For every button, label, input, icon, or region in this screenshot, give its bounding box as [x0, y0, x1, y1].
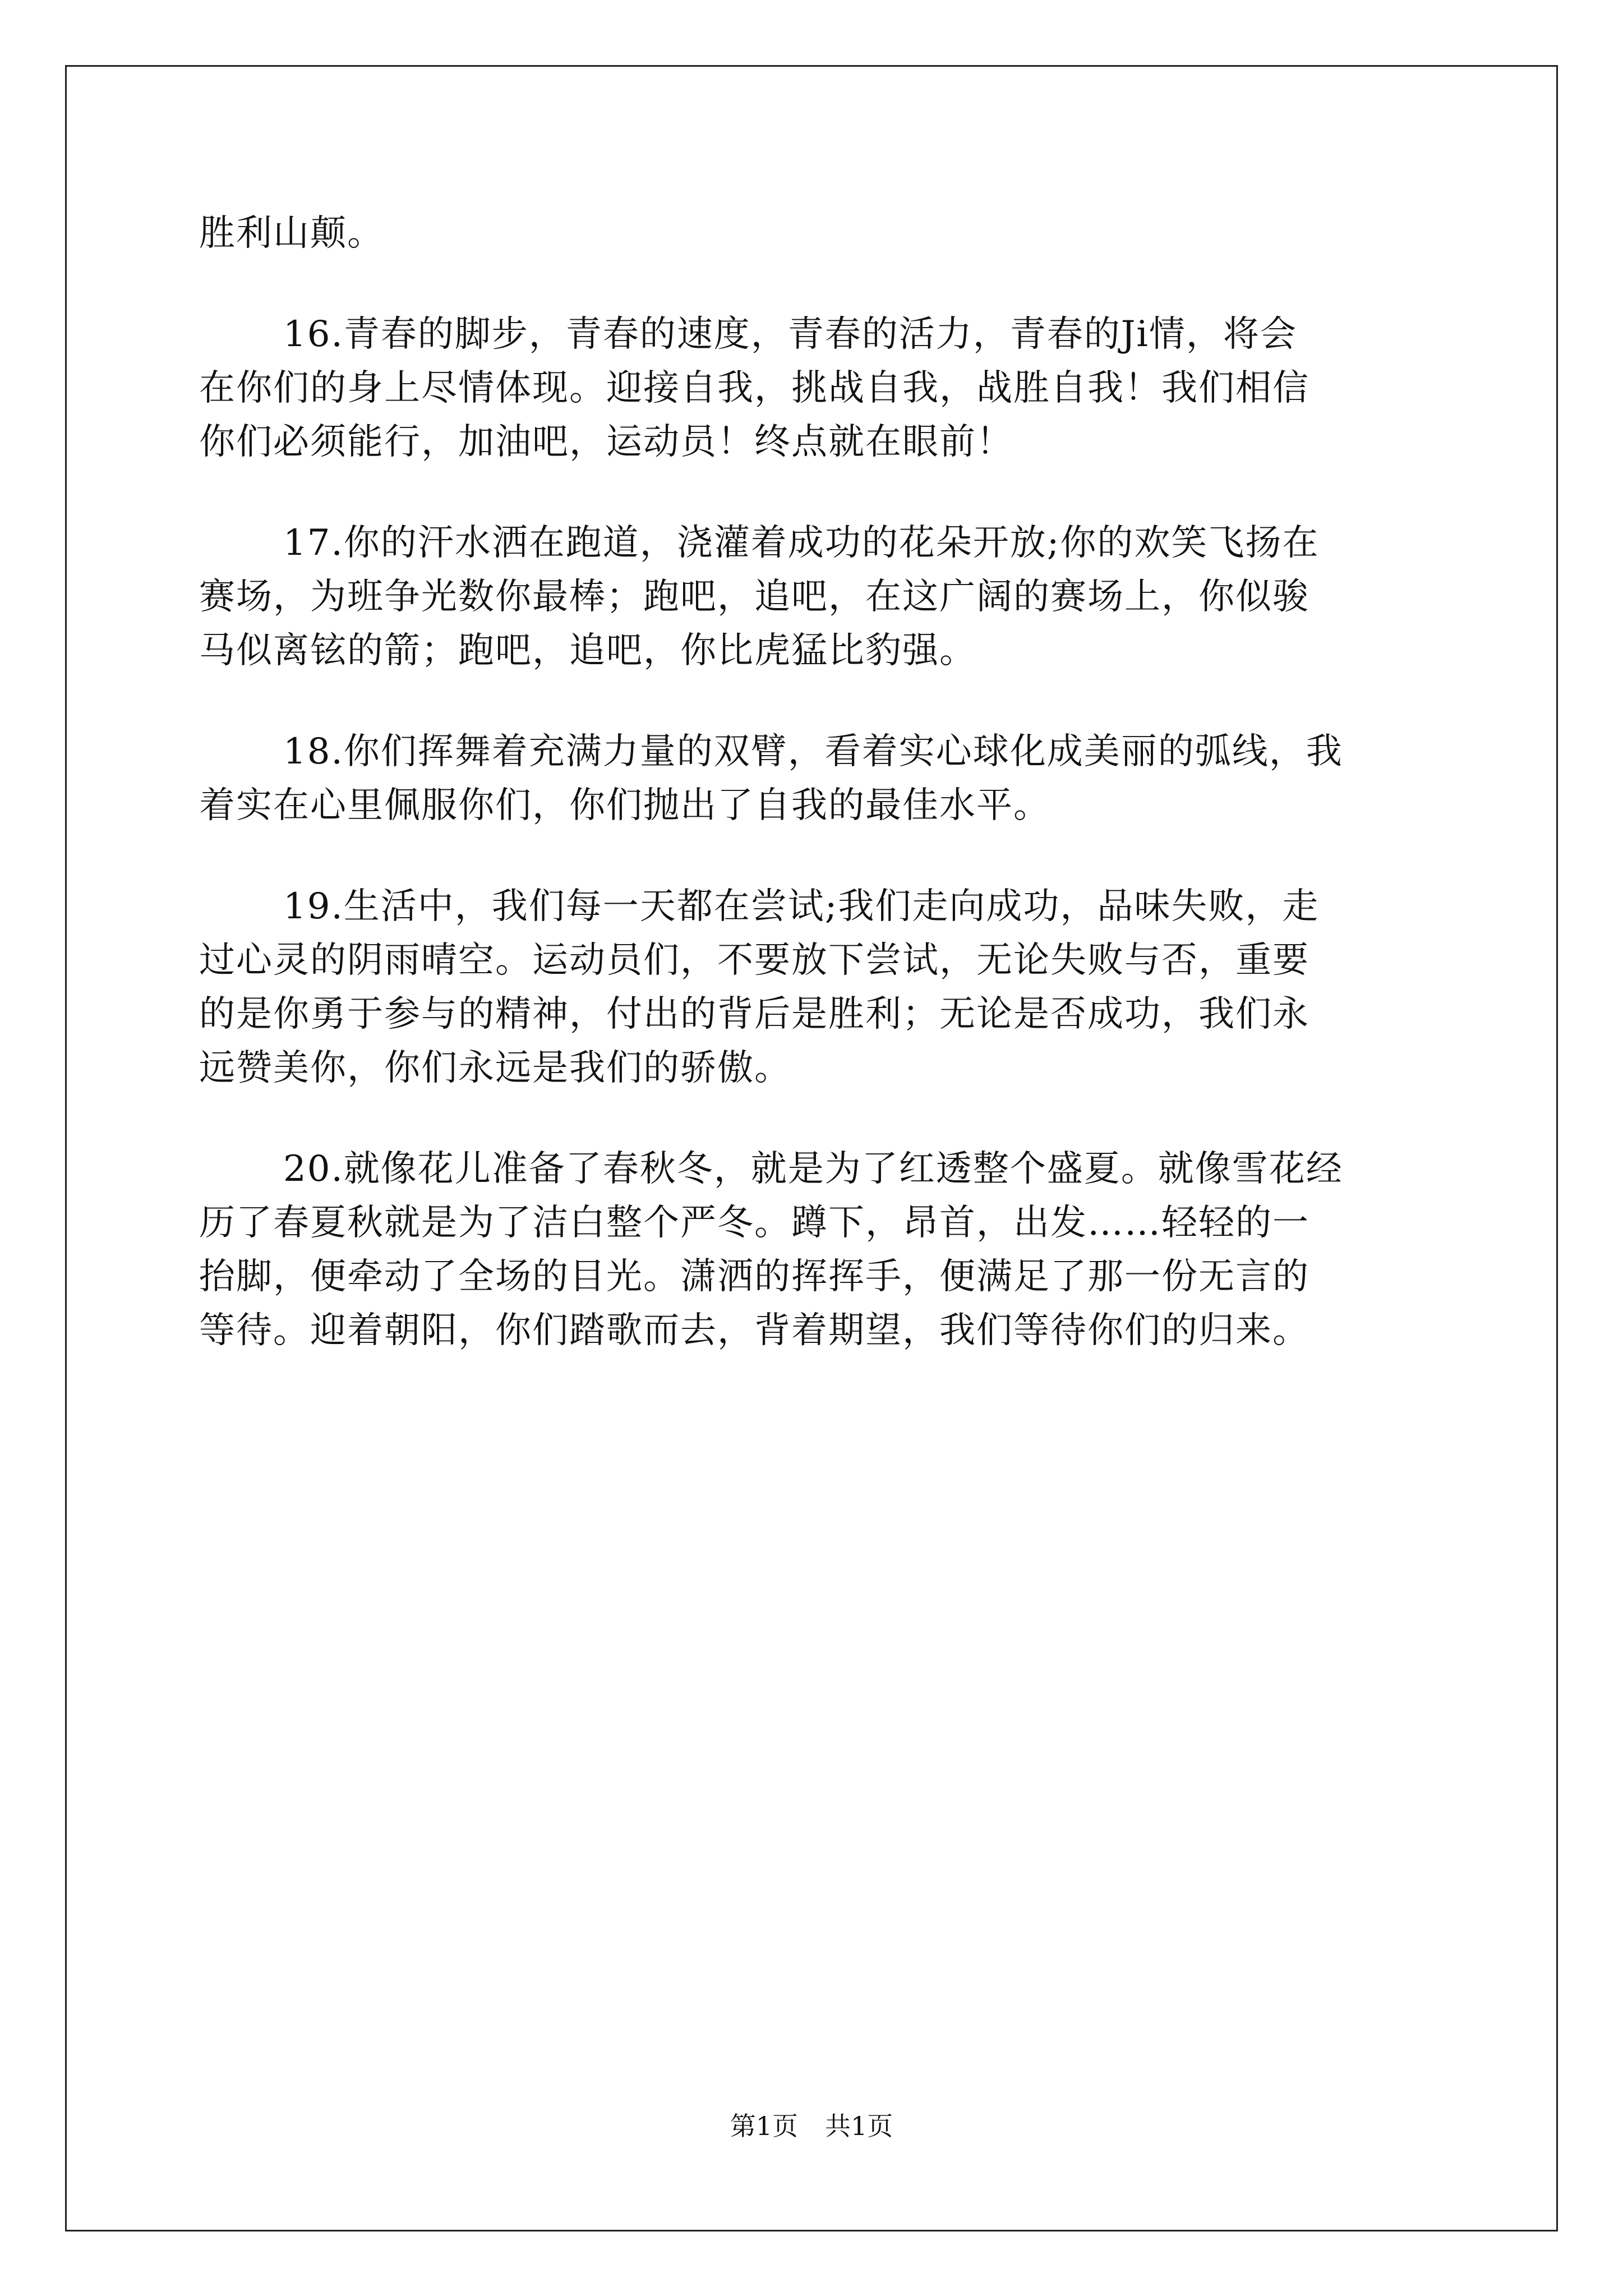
text-line: 过心灵的阴雨晴空。运动员们，不要放下尝试，无论失败与否，重要: [199, 940, 1310, 981]
text-line: 马似离铉的箭；跑吧，追吧，你比虎猛比豹强。: [199, 630, 976, 671]
text-line: 赛场，为班争光数你最棒；跑吧，追吧，在这广阔的赛场上，你似骏: [199, 576, 1310, 618]
text-line: 抬脚，便牵动了全场的目光。潇洒的挥挥手，便满足了那一份无言的: [199, 1256, 1310, 1297]
text-line: 胜利山颠。: [199, 213, 384, 254]
text-line: 17.你的汗水洒在跑道，浇灌着成功的花朵开放;你的欢笑飞扬在: [283, 522, 1320, 564]
document-body: [199, 206, 1427, 1358]
text-line: 你们必须能行，加油吧，运动员！终点就在眼前！: [199, 421, 1013, 463]
text-line: 历了春夏秋就是为了洁白整个严冬。蹲下，昂首，出发……轻轻的一: [199, 1202, 1310, 1244]
text-line: 在你们的身上尽情体现。迎接自我，挑战自我，战胜自我！我们相信: [199, 367, 1310, 409]
text-line: 的是你勇于参与的精神，付出的背后是胜利；无论是否成功，我们永: [199, 993, 1310, 1035]
page-footer: [0, 2109, 1623, 2143]
text-line: 20.就像花儿准备了春秋冬，就是为了红透整个盛夏。就像雪花经: [283, 1148, 1343, 1190]
text-line: 16.青春的脚步，青春的速度，青春的活力，青春的Ji情，将会: [283, 314, 1297, 355]
page-number-total: 共1页: [825, 2111, 893, 2141]
page-number-current: 第1页: [730, 2111, 798, 2141]
text-line: 19.生活中，我们每一天都在尝试;我们走向成功，品味失败，走: [283, 886, 1320, 927]
text-line: 着实在心里佩服你们，你们抛出了自我的最佳水平。: [199, 785, 1050, 826]
text-line: 远赞美你，你们永远是我们的骄傲。: [199, 1047, 791, 1089]
text-line: 等待。迎着朝阳，你们踏歌而去，背着期望，我们等待你们的归来。: [199, 1310, 1310, 1351]
text-line: 18.你们挥舞着充满力量的双臂，看着实心球化成美丽的弧线，我: [283, 731, 1343, 772]
